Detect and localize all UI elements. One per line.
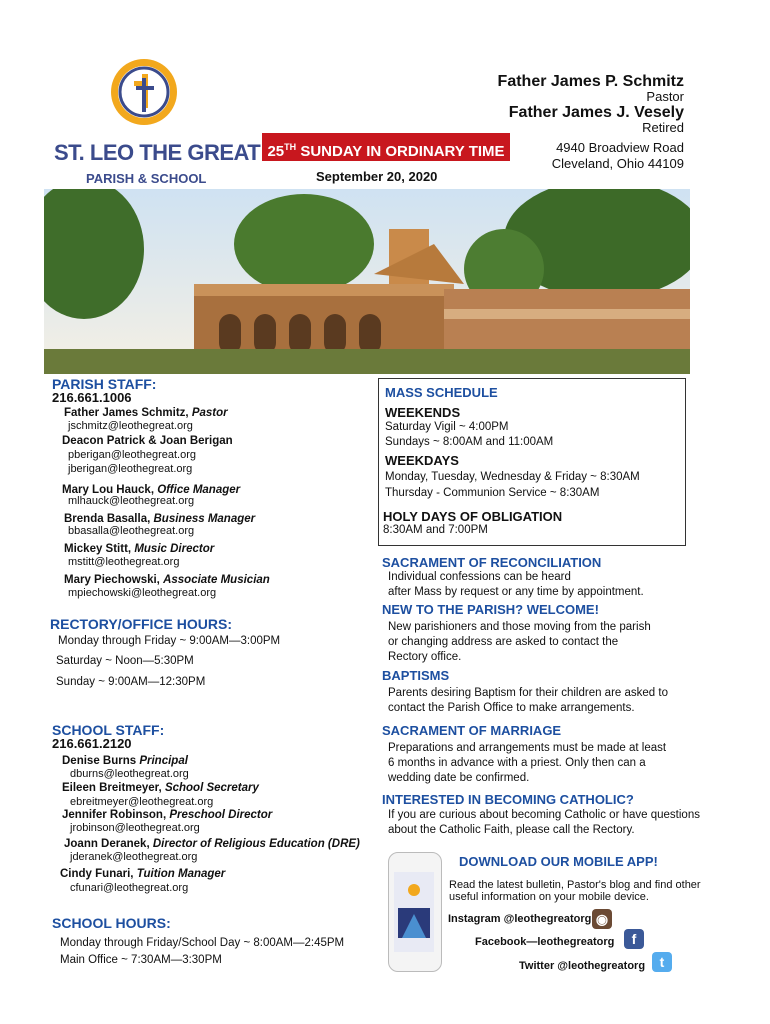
school-phone: 216.661.2120	[52, 736, 132, 751]
instagram-link[interactable]: Instagram @leothegreatorg	[448, 913, 592, 925]
banner-ordinal: TH	[284, 142, 297, 152]
app-screen-image	[394, 872, 434, 952]
parish-logo	[108, 56, 180, 128]
banner-number: 25	[267, 143, 285, 160]
staff-email[interactable]: ebreitmeyer@leothegreat.org	[70, 796, 214, 808]
pastor-role: Pastor	[646, 89, 684, 104]
marriage-heading: SACRAMENT OF MARRIAGE	[382, 723, 562, 738]
facebook-icon[interactable]: f	[624, 929, 644, 949]
staff-member-name: Cindy Funari, Tuition Manager	[60, 868, 226, 880]
address-line-1: 4940 Broadview Road	[556, 140, 684, 155]
parish-staff-heading: PARISH STAFF:	[52, 376, 157, 392]
rectory-hours-line: Sunday ~ 9:00AM—12:30PM	[56, 676, 206, 688]
school-hours-line: Main Office ~ 7:30AM—3:30PM	[60, 954, 222, 966]
instagram-icon[interactable]: ◉	[592, 909, 612, 929]
staff-email[interactable]: bbasalla@leothegreat.org	[68, 525, 195, 537]
facebook-link[interactable]: Facebook—leothegreatorg	[475, 936, 615, 948]
staff-email[interactable]: mstitt@leothegreat.org	[68, 556, 180, 568]
staff-email[interactable]: jderanek@leothegreat.org	[70, 851, 198, 863]
staff-email[interactable]: pberigan@leothegreat.org	[68, 449, 196, 461]
staff-member-name: Deacon Patrick & Joan Berigan	[62, 435, 233, 447]
mobile-app-heading[interactable]: DOWNLOAD OUR MOBILE APP!	[459, 854, 658, 869]
baptisms-heading: BAPTISMS	[382, 668, 450, 683]
staff-member-name: Joann Deranek, Director of Religious Education (DRE)	[64, 838, 360, 850]
section-text: Individual confessions can be heard after Mass by request or any time by appointment.	[388, 571, 644, 598]
staff-email[interactable]: jschmitz@leothegreat.org	[68, 420, 193, 432]
twitter-link[interactable]: Twitter @leothegreatorg	[519, 960, 646, 972]
section-text: If you are curious about becoming Catholic or have questions about the Catholic Faith, please call the Rectory.	[388, 809, 700, 836]
app-description: Read the latest bulletin, Pastor's blog and find other useful information on your mobile device.	[449, 879, 701, 903]
mass-schedule-heading: MASS SCHEDULE	[385, 385, 498, 400]
liturgical-banner	[262, 133, 510, 161]
banner-text: SUNDAY IN ORDINARY TIME	[300, 143, 505, 160]
weekends-label: WEEKENDS	[385, 405, 461, 420]
reconciliation-heading: SACRAMENT OF RECONCILIATION	[382, 555, 602, 570]
holy-days-times: 8:30AM and 7:00PM	[383, 524, 488, 536]
staff-member-name: Brenda Basalla, Business Manager	[64, 513, 256, 525]
school-hours-line: Monday through Friday/School Day ~ 8:00AM—2:45PM	[60, 937, 345, 949]
staff-member-name: Denise Burns Principal	[62, 755, 188, 767]
staff-email[interactable]: cfunari@leothegreat.org	[70, 882, 189, 894]
parish-subtitle: PARISH & SCHOOL	[86, 171, 207, 186]
parish-phone: 216.661.1006	[52, 390, 132, 405]
parish-name: ST. LEO THE GREAT	[54, 140, 261, 165]
school-staff-heading: SCHOOL STAFF:	[52, 722, 165, 738]
mass-time: Monday, Tuesday, Wednesday & Friday ~ 8:30AM	[385, 471, 640, 483]
mass-time: Thursday - Communion Service ~ 8:30AM	[385, 487, 600, 499]
weekdays-label: WEEKDAYS	[385, 453, 459, 468]
staff-member-name: Mickey Stitt, Music Director	[64, 543, 215, 555]
school-hours-heading: SCHOOL HOURS:	[52, 915, 171, 931]
section-text: New parishioners and those moving from the parish or changing address are asked to contact the Rectory office.	[388, 621, 651, 663]
retired-priest-name: Father James J. Vesely	[508, 104, 684, 121]
staff-member-name: Mary Lou Hauck, Office Manager	[62, 484, 241, 496]
staff-email[interactable]: dburns@leothegreat.org	[70, 768, 189, 780]
staff-email[interactable]: jberigan@leothegreat.org	[68, 463, 193, 475]
staff-member-name: Mary Piechowski, Associate Musician	[64, 574, 270, 586]
twitter-icon[interactable]: t	[652, 952, 672, 972]
bulletin-date: September 20, 2020	[316, 169, 438, 184]
pastor-name: Father James P. Schmitz	[497, 73, 684, 90]
address-line-2: Cleveland, Ohio 44109	[551, 156, 684, 171]
mass-time: Sundays ~ 8:00AM and 11:00AM	[385, 436, 554, 448]
becoming-catholic-heading: INTERESTED IN BECOMING CATHOLIC?	[382, 792, 634, 807]
staff-email[interactable]: mlhauck@leothegreat.org	[68, 495, 195, 507]
section-text: Parents desiring Baptism for their children are asked to contact the Parish Office to make arrangements.	[388, 687, 668, 714]
retired-priest-role: Retired	[642, 120, 684, 135]
church-photo	[44, 189, 690, 374]
staff-email[interactable]: mpiechowski@leothegreat.org	[68, 587, 217, 599]
section-text: Preparations and arrangements must be made at least 6 months in advance with a priest. Only then can a wedding date be confirmed.	[388, 742, 667, 784]
mass-time: Saturday Vigil ~ 4:00PM	[385, 421, 509, 433]
new-parishioner-heading: NEW TO THE PARISH? WELCOME!	[382, 602, 599, 617]
holy-days-label: HOLY DAYS OF OBLIGATION	[383, 509, 563, 524]
staff-member-name: Eileen Breitmeyer, School Secretary	[62, 782, 259, 794]
staff-email[interactable]: jrobinson@leothegreat.org	[70, 822, 200, 834]
rectory-hours-line: Monday through Friday ~ 9:00AM—3:00PM	[58, 635, 281, 647]
rectory-hours-heading: RECTORY/OFFICE HOURS:	[50, 616, 233, 632]
staff-member-name: Father James Schmitz, Pastor	[64, 407, 228, 419]
rectory-hours-line: Saturday ~ Noon—5:30PM	[56, 655, 194, 667]
staff-member-name: Jennifer Robinson, Preschool Director	[62, 809, 273, 821]
